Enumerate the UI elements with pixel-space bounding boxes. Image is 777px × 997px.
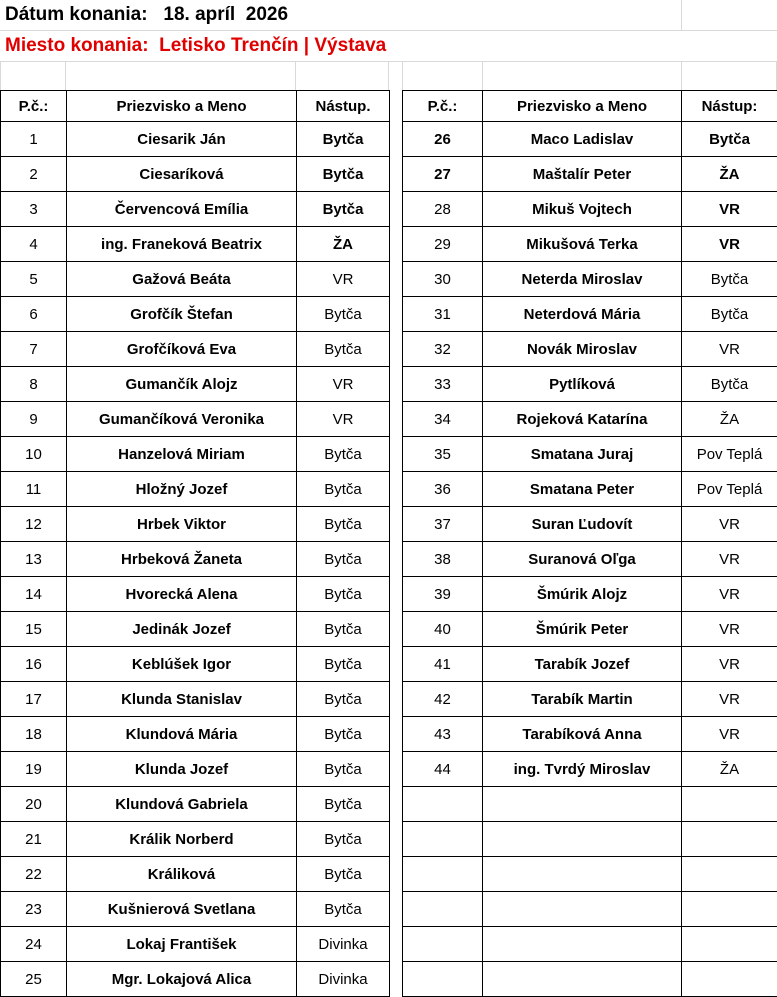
row-number: 28 <box>403 192 483 227</box>
row-number <box>403 927 483 962</box>
boarding-stop: Bytča <box>297 717 390 752</box>
passenger-name: Smatana Juraj <box>483 437 682 472</box>
boarding-stop: VR <box>682 507 777 542</box>
passenger-name <box>483 927 682 962</box>
row-number: 39 <box>403 577 483 612</box>
passenger-name <box>483 857 682 892</box>
row-number <box>403 892 483 927</box>
passenger-table-right <box>402 90 777 997</box>
table-row <box>403 577 777 612</box>
passenger-name <box>483 822 682 857</box>
row-number: 33 <box>403 367 483 402</box>
row-number: 44 <box>403 752 483 787</box>
table-header <box>403 91 777 122</box>
passenger-name <box>483 962 682 997</box>
passenger-name: Hvorecká Alena <box>67 577 297 612</box>
boarding-stop: Bytča <box>297 892 390 927</box>
boarding-stop: Bytča <box>297 647 390 682</box>
boarding-stop: Bytča <box>297 822 390 857</box>
boarding-stop: Bytča <box>297 857 390 892</box>
boarding-stop: Bytča <box>297 437 390 472</box>
passenger-name: Králik Norberd <box>67 822 297 857</box>
passenger-name: Pytlíková <box>483 367 682 402</box>
table-row <box>403 962 777 997</box>
boarding-stop: Bytča <box>297 122 390 157</box>
date-row <box>0 0 777 30</box>
passenger-name: Gumančík Alojz <box>67 367 297 402</box>
table-row <box>403 437 777 472</box>
row-number: 2 <box>1 157 67 192</box>
row-number: 40 <box>403 612 483 647</box>
table-row <box>403 122 777 157</box>
passenger-name: Grofčíková Eva <box>67 332 297 367</box>
passenger-name: Šmúrik Alojz <box>483 577 682 612</box>
table-row <box>1 752 390 787</box>
table-row <box>1 787 390 822</box>
table-row <box>1 682 390 717</box>
boarding-stop: Bytča <box>682 367 777 402</box>
passenger-name: Jedinák Jozef <box>67 612 297 647</box>
passenger-name: Rojeková Katarína <box>483 402 682 437</box>
table-row <box>1 857 390 892</box>
passenger-name: Klunda Jozef <box>67 752 297 787</box>
row-number <box>403 787 483 822</box>
passenger-name <box>483 787 682 822</box>
boarding-stop: VR <box>297 262 390 297</box>
boarding-stop <box>682 822 777 857</box>
row-number: 31 <box>403 297 483 332</box>
row-number: 1 <box>1 122 67 157</box>
boarding-stop: Bytča <box>297 682 390 717</box>
passenger-name: Tarabík Martin <box>483 682 682 717</box>
table-row <box>1 332 390 367</box>
boarding-stop: VR <box>682 682 777 717</box>
table-row <box>403 192 777 227</box>
col-number-header: P.č.: <box>403 91 483 122</box>
table-row <box>1 647 390 682</box>
boarding-stop: Bytča <box>297 577 390 612</box>
table-row <box>1 962 390 997</box>
table-row <box>403 157 777 192</box>
passenger-name: Lokaj František <box>67 927 297 962</box>
passenger-name: Mgr. Lokajová Alica <box>67 962 297 997</box>
boarding-stop: VR <box>682 227 777 262</box>
row-number: 22 <box>1 857 67 892</box>
table-row <box>403 507 777 542</box>
boarding-stop: Bytča <box>297 332 390 367</box>
table-row <box>403 262 777 297</box>
row-number: 30 <box>403 262 483 297</box>
boarding-stop: VR <box>682 647 777 682</box>
boarding-stop: VR <box>297 367 390 402</box>
boarding-stop: Bytča <box>682 262 777 297</box>
passenger-name: Suran Ľudovít <box>483 507 682 542</box>
blank-row <box>0 62 777 90</box>
row-number: 27 <box>403 157 483 192</box>
boarding-stop <box>682 892 777 927</box>
passenger-name: Mikuš Vojtech <box>483 192 682 227</box>
row-number: 37 <box>403 507 483 542</box>
passenger-table-left <box>0 90 390 997</box>
row-number: 7 <box>1 332 67 367</box>
boarding-stop: Divinka <box>297 927 390 962</box>
table-row <box>403 647 777 682</box>
passenger-name: ing. Franeková Beatrix <box>67 227 297 262</box>
passenger-name: Kušnierová Svetlana <box>67 892 297 927</box>
passenger-name: Gažová Beáta <box>67 262 297 297</box>
table-row <box>1 472 390 507</box>
table-row <box>1 157 390 192</box>
boarding-stop: Bytča <box>297 472 390 507</box>
row-number: 17 <box>1 682 67 717</box>
passenger-name: Grofčík Štefan <box>67 297 297 332</box>
table-row <box>403 857 777 892</box>
row-number: 20 <box>1 787 67 822</box>
table-row <box>403 682 777 717</box>
table-row <box>1 577 390 612</box>
table-row <box>1 122 390 157</box>
passenger-name: Ciesarik Ján <box>67 122 297 157</box>
event-place: Miesto konania: Letisko Trenčín | Výstava <box>5 35 387 56</box>
row-number: 36 <box>403 472 483 507</box>
boarding-stop: Bytča <box>297 787 390 822</box>
passenger-name: ing. Tvrdý Miroslav <box>483 752 682 787</box>
table-row <box>1 612 390 647</box>
row-number: 34 <box>403 402 483 437</box>
row-number: 3 <box>1 192 67 227</box>
boarding-stop: ŽA <box>682 402 777 437</box>
boarding-stop: Bytča <box>297 297 390 332</box>
table-row <box>403 402 777 437</box>
boarding-stop <box>682 857 777 892</box>
boarding-stop: ŽA <box>682 157 777 192</box>
row-number: 23 <box>1 892 67 927</box>
place-row <box>0 31 777 61</box>
row-number: 11 <box>1 472 67 507</box>
passenger-name: Hrbeková Žaneta <box>67 542 297 577</box>
table-row <box>1 437 390 472</box>
boarding-stop <box>682 787 777 822</box>
row-number: 41 <box>403 647 483 682</box>
passenger-name: Maco Ladislav <box>483 122 682 157</box>
row-number <box>403 962 483 997</box>
passenger-name: Hanzelová Miriam <box>67 437 297 472</box>
passenger-name: Červencová Emília <box>67 192 297 227</box>
table-row <box>403 612 777 647</box>
table-row <box>403 822 777 857</box>
table-row <box>1 367 390 402</box>
passenger-name: Neterda Miroslav <box>483 262 682 297</box>
passenger-name: Keblúšek Igor <box>67 647 297 682</box>
row-number <box>403 857 483 892</box>
boarding-stop: VR <box>682 717 777 752</box>
boarding-stop: Bytča <box>297 507 390 542</box>
boarding-stop <box>682 962 777 997</box>
row-number: 43 <box>403 717 483 752</box>
passenger-name: Smatana Peter <box>483 472 682 507</box>
table-row <box>1 227 390 262</box>
table-row <box>403 787 777 822</box>
table-row <box>1 192 390 227</box>
row-number: 19 <box>1 752 67 787</box>
passenger-name: Mikušová Terka <box>483 227 682 262</box>
boarding-stop: Pov Teplá <box>682 437 777 472</box>
table-row <box>1 542 390 577</box>
boarding-stop: Bytča <box>297 542 390 577</box>
row-number: 32 <box>403 332 483 367</box>
passenger-name: Suranová Oľga <box>483 542 682 577</box>
passenger-name: Králiková <box>67 857 297 892</box>
passenger-name: Klundová Gabriela <box>67 787 297 822</box>
boarding-stop: Bytča <box>682 297 777 332</box>
table-row <box>1 717 390 752</box>
table-header <box>1 91 390 122</box>
boarding-stop: Bytča <box>297 612 390 647</box>
col-name-header: Priezvisko a Meno <box>483 91 682 122</box>
passenger-name <box>483 892 682 927</box>
col-stop-header: Nástup: <box>682 91 777 122</box>
row-number: 9 <box>1 402 67 437</box>
passenger-name: Novák Miroslav <box>483 332 682 367</box>
boarding-stop: VR <box>682 577 777 612</box>
boarding-stop: Bytča <box>297 752 390 787</box>
boarding-stop: ŽA <box>297 227 390 262</box>
row-number: 16 <box>1 647 67 682</box>
table-row <box>1 507 390 542</box>
row-number: 12 <box>1 507 67 542</box>
passenger-name: Klundová Mária <box>67 717 297 752</box>
table-row <box>403 752 777 787</box>
row-number: 35 <box>403 437 483 472</box>
passenger-name: Klunda Stanislav <box>67 682 297 717</box>
row-number: 5 <box>1 262 67 297</box>
table-row <box>1 402 390 437</box>
row-number <box>403 822 483 857</box>
boarding-stop: VR <box>682 332 777 367</box>
passenger-name: Tarabíková Anna <box>483 717 682 752</box>
table-row <box>403 717 777 752</box>
table-row <box>1 892 390 927</box>
passenger-name: Gumančíková Veronika <box>67 402 297 437</box>
boarding-stop: Bytča <box>297 192 390 227</box>
row-number: 25 <box>1 962 67 997</box>
table-row <box>403 542 777 577</box>
boarding-stop <box>682 927 777 962</box>
boarding-stop: VR <box>682 612 777 647</box>
table-row <box>403 332 777 367</box>
boarding-stop: ŽA <box>682 752 777 787</box>
event-date: Dátum konania: 18. apríl 2026 <box>5 4 289 25</box>
row-number: 21 <box>1 822 67 857</box>
passenger-name: Tarabík Jozef <box>483 647 682 682</box>
table-row <box>403 367 777 402</box>
boarding-stop: Divinka <box>297 962 390 997</box>
passenger-name: Šmúrik Peter <box>483 612 682 647</box>
boarding-stop: Bytča <box>297 157 390 192</box>
row-number: 18 <box>1 717 67 752</box>
col-name-header: Priezvisko a Meno <box>67 91 297 122</box>
row-number: 14 <box>1 577 67 612</box>
row-number: 4 <box>1 227 67 262</box>
row-number: 10 <box>1 437 67 472</box>
table-row <box>1 297 390 332</box>
boarding-stop: VR <box>682 542 777 577</box>
row-number: 13 <box>1 542 67 577</box>
row-number: 42 <box>403 682 483 717</box>
passenger-name: Neterdová Mária <box>483 297 682 332</box>
table-row <box>403 227 777 262</box>
table-row <box>403 892 777 927</box>
col-stop-header: Nástup. <box>297 91 390 122</box>
passenger-name: Hrbek Viktor <box>67 507 297 542</box>
row-number: 15 <box>1 612 67 647</box>
table-row <box>403 297 777 332</box>
col-number-header: P.č.: <box>1 91 67 122</box>
passenger-name: Ciesaríková <box>67 157 297 192</box>
row-number: 26 <box>403 122 483 157</box>
row-number: 29 <box>403 227 483 262</box>
table-row <box>403 472 777 507</box>
boarding-stop: VR <box>297 402 390 437</box>
table-row <box>1 262 390 297</box>
row-number: 24 <box>1 927 67 962</box>
boarding-stop: Bytča <box>682 122 777 157</box>
boarding-stop: VR <box>682 192 777 227</box>
table-row <box>403 927 777 962</box>
row-number: 8 <box>1 367 67 402</box>
table-row <box>1 927 390 962</box>
table-row <box>1 822 390 857</box>
row-number: 38 <box>403 542 483 577</box>
row-number: 6 <box>1 297 67 332</box>
boarding-stop: Pov Teplá <box>682 472 777 507</box>
passenger-name: Maštalír Peter <box>483 157 682 192</box>
passenger-name: Hložný Jozef <box>67 472 297 507</box>
